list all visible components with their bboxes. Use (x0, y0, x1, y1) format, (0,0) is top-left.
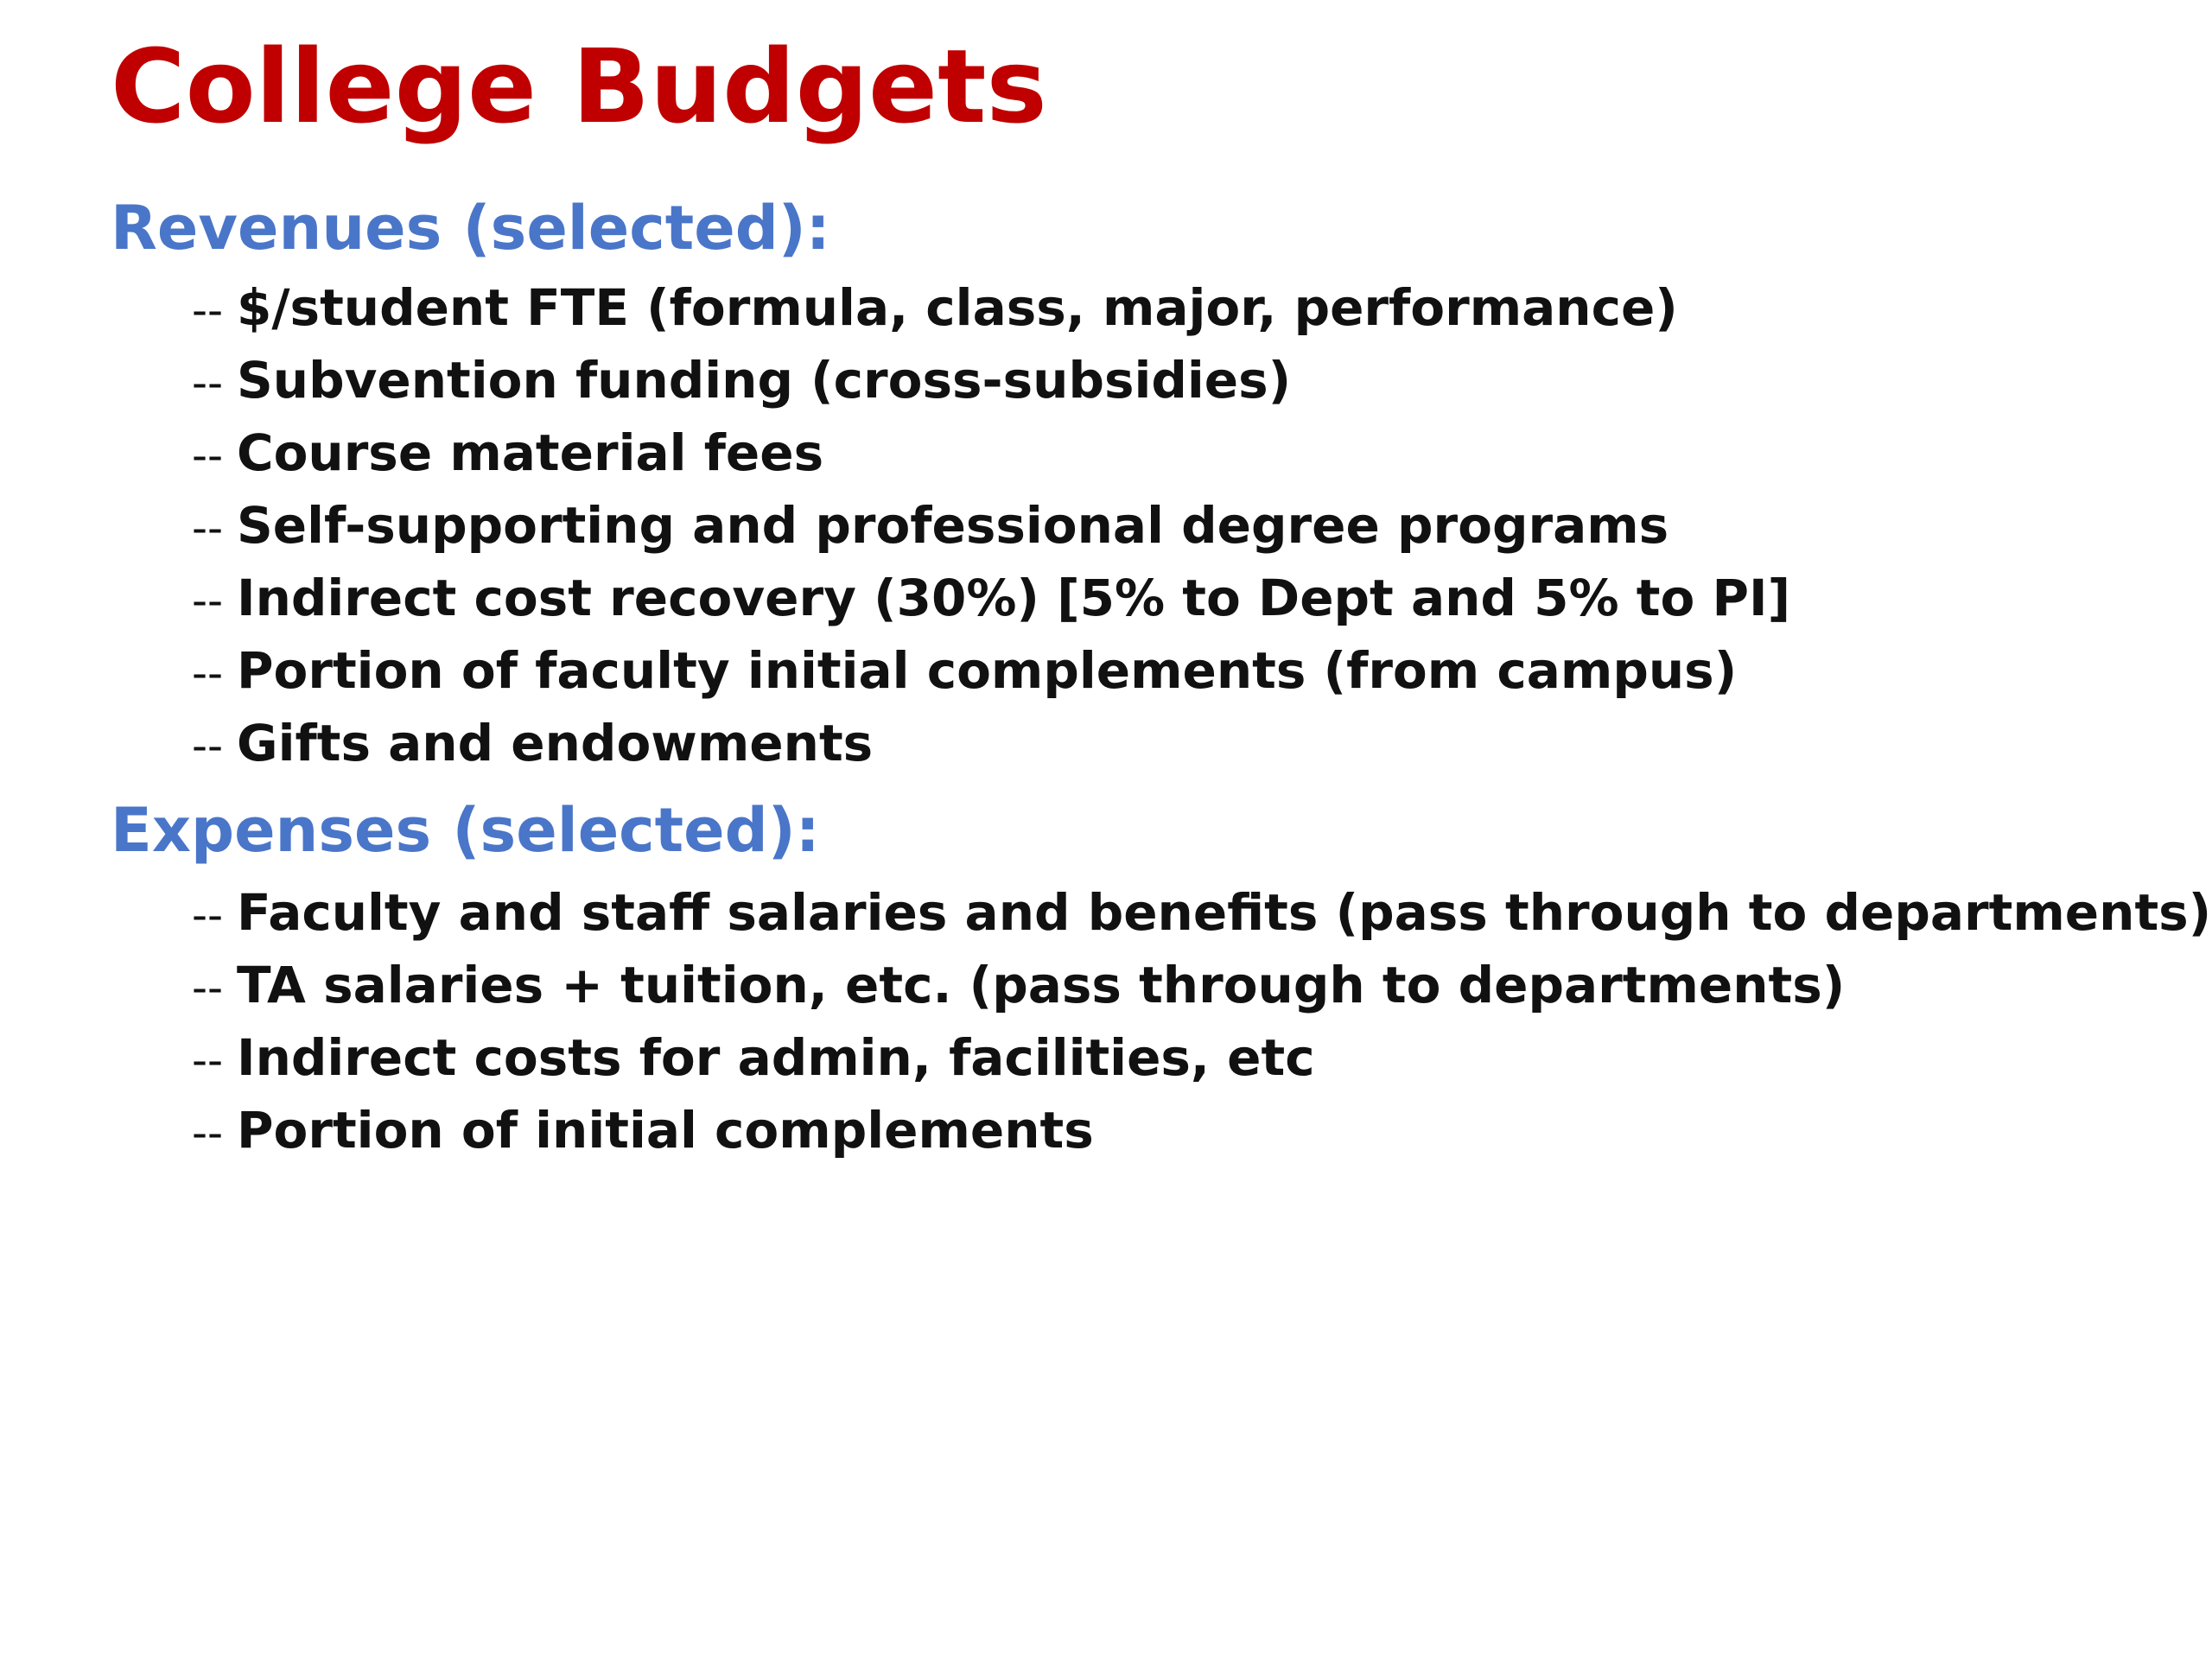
dash-marker: -- (192, 503, 224, 553)
dash-marker: -- (192, 890, 224, 940)
list-item (192, 949, 2211, 1021)
list-item (192, 876, 2211, 949)
revenues-heading: Revenues (selected): (111, 193, 830, 264)
list-item-text: Portion of faculty initial complements (from campus) (237, 641, 1738, 700)
list-item-text: Portion of initial complements (237, 1101, 1094, 1160)
dash-marker: -- (192, 575, 224, 626)
dash-marker: -- (192, 285, 224, 335)
list-item-text: $/student FTE (formula, class, major, performance) (237, 278, 1678, 337)
dash-marker: -- (192, 721, 224, 771)
list-item-text: Subvention funding (cross-subsidies) (237, 351, 1292, 410)
dash-marker: -- (192, 358, 224, 408)
list-item-text: Indirect costs for admin, facilities, etc (237, 1028, 1315, 1087)
list-item-text: Course material fees (237, 423, 824, 482)
list-item (192, 489, 1790, 562)
list-item-text: Indirect cost recovery (30%) [5% to Dept and 5% to PI] (237, 569, 1791, 627)
list-item (192, 1094, 2211, 1166)
list-item (192, 271, 1790, 344)
list-item (192, 416, 1790, 489)
list-item-text: Faculty and staff salaries and benefits (pass through to departments) (237, 883, 2212, 942)
list-item-text: TA salaries + tuition, etc. (pass through to departments) (237, 956, 1846, 1014)
revenues-list (192, 271, 1790, 779)
list-item (192, 562, 1790, 634)
slide-title: College Budgets (111, 27, 1047, 146)
dash-marker: -- (192, 1108, 224, 1158)
list-item (192, 1021, 2211, 1094)
dash-marker: -- (192, 1035, 224, 1085)
list-item (192, 707, 1790, 779)
list-item-text: Gifts and endowments (237, 714, 874, 772)
list-item (192, 634, 1790, 707)
dash-marker: -- (192, 648, 224, 698)
expenses-heading: Expenses (selected): (111, 795, 820, 866)
list-item-text: Self-supporting and professional degree programs (237, 496, 1669, 555)
list-item (192, 344, 1790, 416)
expenses-list (192, 876, 2211, 1166)
dash-marker: -- (192, 430, 224, 480)
dash-marker: -- (192, 963, 224, 1013)
